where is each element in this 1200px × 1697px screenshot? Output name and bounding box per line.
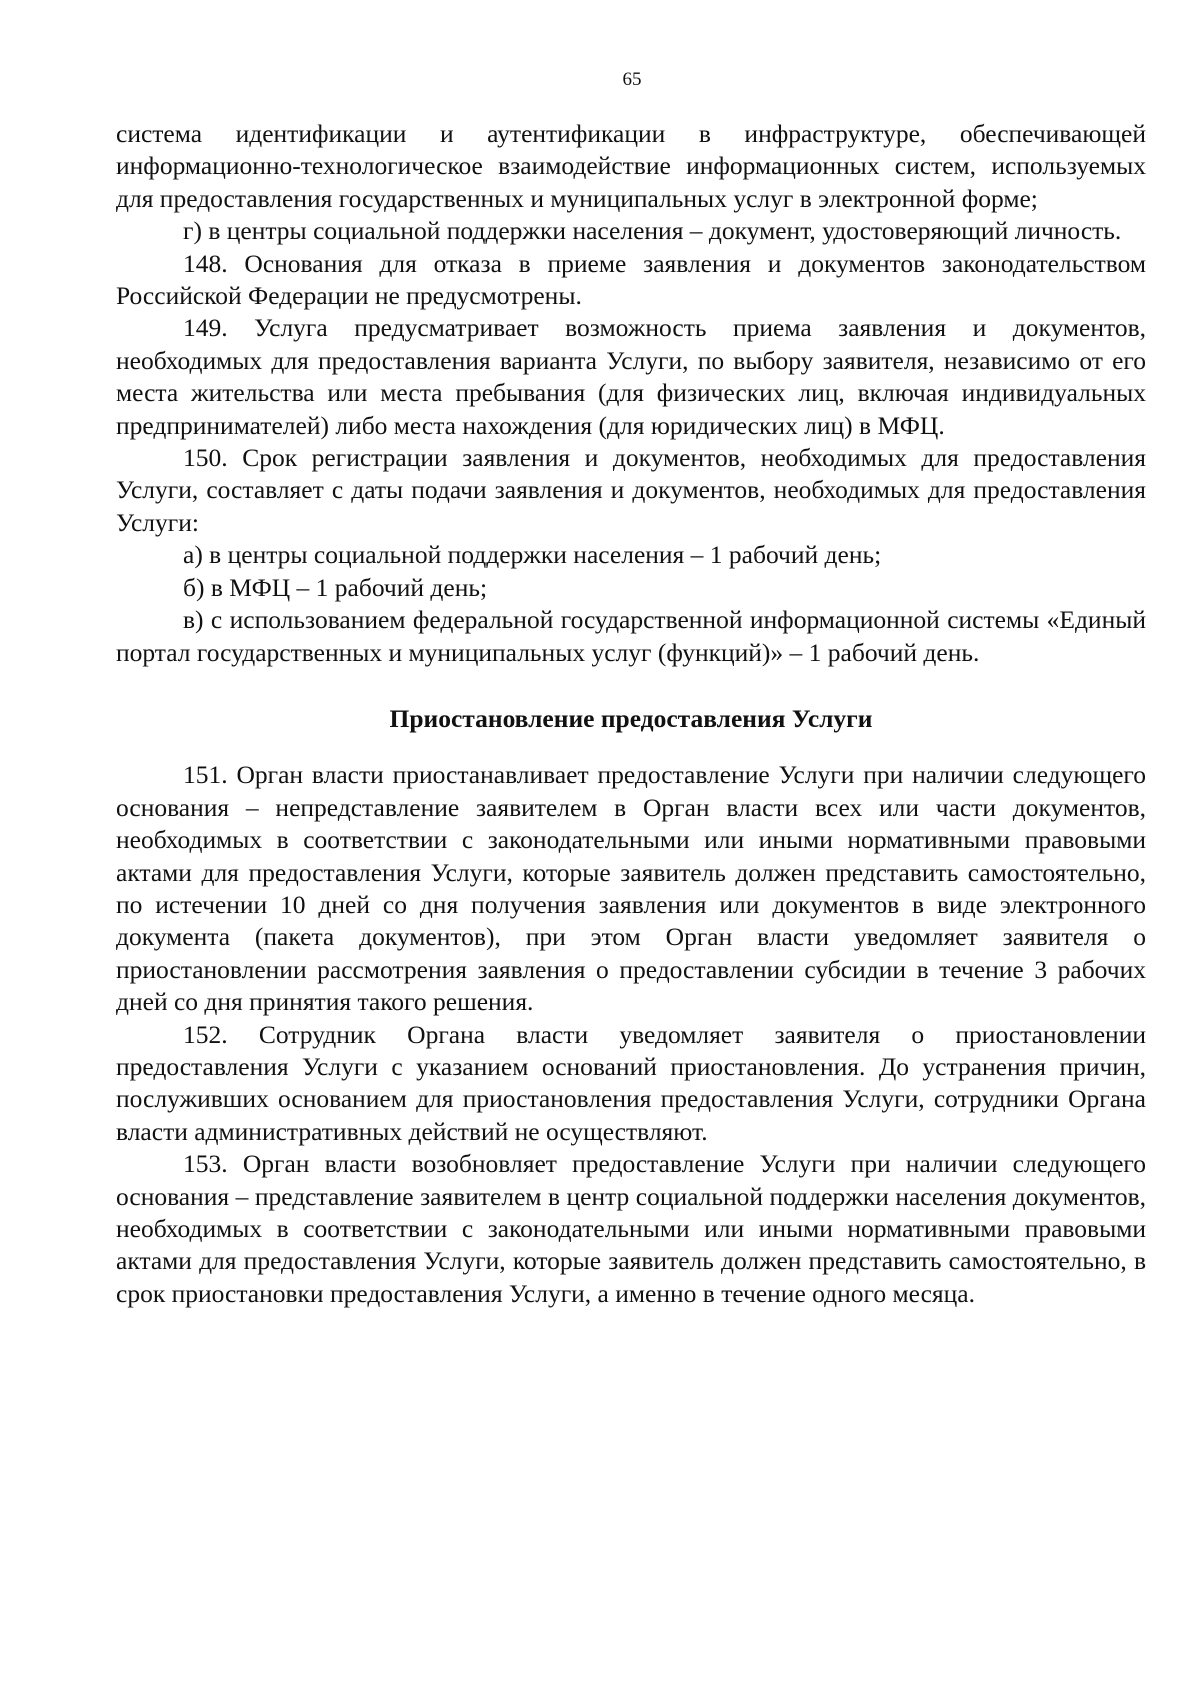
paragraph-149: 149. Услуга предусматривает возможность приема заявления и документов, необходимых для предоставления варианта Услуги, по выбору заявителя, независимо от его места жительства или места пребывания (для физических лиц, включая индивидуальных предпринимателей) либо места нахождения (для юридических лиц) в МФЦ. (116, 313, 1146, 440)
paragraph-item-g: г) в центры социальной поддержки населения – документ, удостоверяющий личность. (183, 216, 1122, 246)
section-heading: Приостановление предоставления Услуги (389, 703, 873, 733)
paragraph-item-a: а) в центры социальной поддержки населения – 1 рабочий день; (183, 540, 882, 570)
document-body (116, 118, 1146, 1310)
paragraph-153: 153. Орган власти возобновляет предоставление Услуги при наличии следующего основания – представление заявителем в центр социальной поддержки населения документов, необходимых в соответствии с законодательными или иными нормативными правовыми актами для предоставления Услуги, которые заявитель должен представить самостоятельно, в срок приостановки предоставления Услуги, а именно в течение одного месяца. (116, 1149, 1146, 1308)
paragraph-150: 150. Срок регистрации заявления и документов, необходимых для предоставления Услуги, составляет с даты подачи заявления и документов, необходимых для предоставления Услуги: (116, 443, 1146, 537)
paragraph-148: 148. Основания для отказа в приеме заявления и документов законодательством Российской Федерации не предусмотрены. (116, 248, 1146, 311)
paragraph-152: 152. Сотрудник Органа власти уведомляет заявителя о приостановлении предоставления Услуги с указанием оснований приостановления. До устранения причин, послуживших основанием для приостановления предоставления Услуги, сотрудники Органа власти административных действий не осуществляют. (116, 1019, 1146, 1146)
paragraph-item-v: в) с использованием федеральной государственной информационной системы «Единый портал государственных и муниципальных услуг (функций)» – 1 рабочий день. (116, 605, 1146, 667)
paragraph-item-b: б) в МФЦ – 1 рабочий день; (183, 572, 488, 602)
page-number: 65 (622, 69, 642, 90)
paragraph-continuation: система идентификации и аутентификации в инфраструктуре, обеспечивающей информационно-технологическое взаимодействие информационных систем, используемых для предоставления государственных и муниципальных услуг в электронной форме; (116, 119, 1146, 213)
paragraph-151: 151. Орган власти приостанавливает предоставление Услуги при наличии следующего основания – непредставление заявителем в Орган власти всех или части документов, необходимых в соответствии с законодательными или иными нормативными правовыми актами для предоставления Услуги, которые заявитель должен представить самостоятельно, по истечении 10 дней со дня получения заявления или документов в виде электронного документа (пакета документов), при этом Орган власти уведомляет заявителя о приостановлении рассмотрения заявления о предоставлении субсидии в течение 3 рабочих дней со дня принятия такого решения. (116, 760, 1146, 1017)
